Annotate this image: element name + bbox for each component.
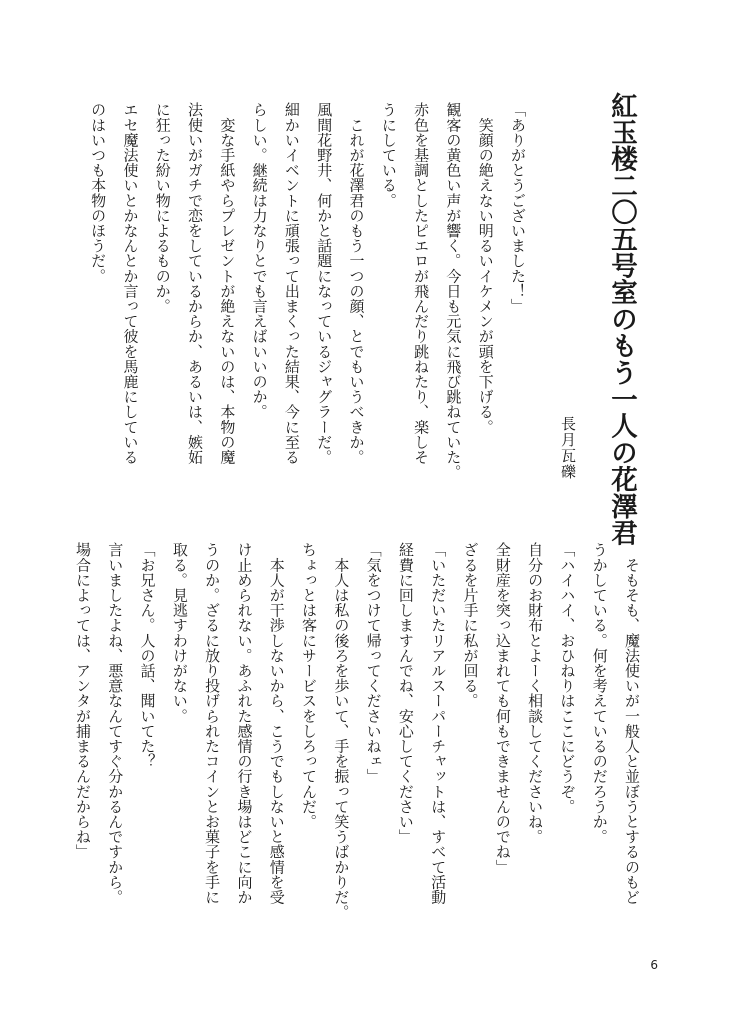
text-line: 場合によっては、アンタが捕まるんだからね」 — [73, 542, 92, 860]
page-number: 6 — [650, 958, 658, 972]
text-line: 自分のお財布とよーく相談してくださいね。 — [526, 542, 545, 844]
text-line: うかしている。何を考えているのだろうか。 — [590, 542, 609, 844]
body-text-lower — [67, 542, 648, 920]
text-line: 本人は私の後ろを歩いて、手を振って笑うばかりだ。 — [332, 542, 351, 920]
text-line: に狂った紛い物によるものか。 — [153, 102, 172, 314]
text-line: 変な手紙やらプレゼントが絶えないのは、本物の魔 — [218, 102, 237, 465]
text-line: 「お兄さん。人の話、聞いてた？ — [138, 542, 157, 769]
text-line: 「いただいたリアルスーパーチャットは、すべて活動 — [429, 542, 448, 905]
story-title: 紅玉楼二〇五号室のもう一人の花澤君 — [606, 92, 637, 546]
text-line: 「ハイハイ、おひねりはここにどうぞ。 — [558, 542, 577, 814]
text-line: うにしている。 — [379, 102, 398, 208]
text-line: 「ありがとうございました！」 — [509, 102, 527, 314]
text-line: け止められない。あふれた感情の行き場はどこに向か — [235, 542, 254, 905]
text-line: 「気をつけて帰ってくださいねェ」 — [364, 542, 383, 784]
text-line: 風間花野井、何かと話題になっているジャグラーだ。 — [315, 102, 334, 465]
text-line: 観客の黄色い声が響く。今日も元気に飛び跳ねていた。 — [444, 102, 463, 480]
author-name: 長月瓦礫 — [559, 416, 577, 480]
text-line: ざるを片手に私が回る。 — [461, 542, 480, 709]
text-line: 赤色を基調としたピエロが飛んだり跳ねたり、楽しそ — [412, 102, 431, 465]
text-line: うのか。ざるに放り投げられたコインとお菓子を手に — [203, 542, 222, 905]
text-line: 本人が干渉しないから、こうでもしないと感情を受 — [267, 542, 286, 905]
text-line: ちょっとは客にサービスをしろってんだ。 — [300, 542, 319, 829]
text-line: 経費に回しますんでね、安心してください」 — [396, 542, 415, 844]
text-line: エセ魔法使いとかなんとか言って彼を馬鹿にしている — [121, 102, 140, 465]
text-line: 言いましたよね、悪意なんてすぐ分かるんですから。 — [106, 542, 125, 905]
text-line: のはいつも本物のほうだ。 — [89, 102, 108, 284]
text-line: そもそも、魔法使いが一般人と並ぼうとするのもど — [623, 542, 641, 905]
text-line: 細かいイベントに頑張って出まくった結果、今に至る — [282, 102, 301, 465]
text-line: 笑顔の絶えない明るいイケメンが頭を下げる。 — [476, 102, 495, 435]
text-line: 法使いがガチで恋をしているからか、あるいは、嫉妬 — [186, 102, 205, 465]
body-text-upper — [82, 102, 534, 480]
text-line: 全財産を突っ込まれても何もできませんのでね」 — [493, 542, 512, 875]
text-line: これが花澤君のもう一つの顔、とでもいうべきか。 — [347, 102, 366, 465]
text-line: らしい。継続は力なりとでも言えばいいのか。 — [250, 102, 269, 420]
text-line: 取る。見逃すわけがない。 — [170, 542, 189, 724]
